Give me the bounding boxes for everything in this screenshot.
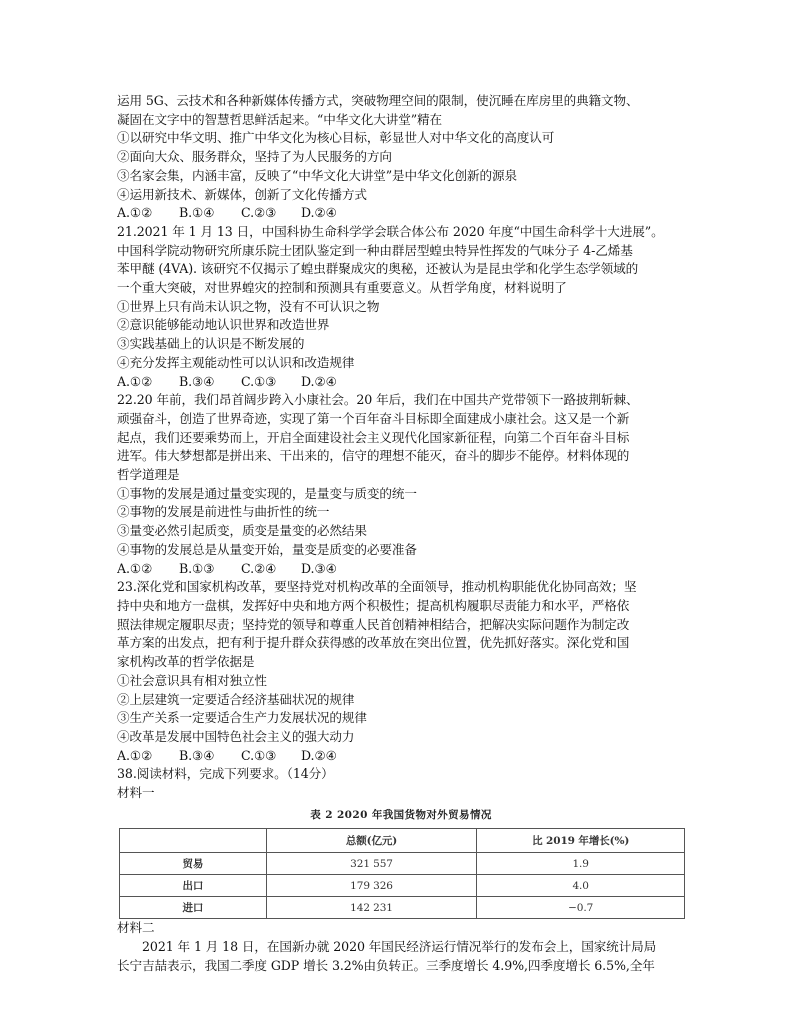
statement-2: ②上层建筑一定要适合经济基础状况的规律: [117, 691, 355, 707]
stem-line: 顽强奋斗，创造了世界奇迹，实现了第一个百年奋斗目标即全面建成小康社会。这又是一个新: [117, 410, 630, 426]
option-d: D.③④: [301, 560, 337, 576]
statement-1: ①事物的发展是通过量变实现的，是量变与质变的统一: [117, 485, 417, 501]
statement-1: ①以研究中华文明、推广中华文化为核心目标，彰显世人对中华文化的高度认可: [117, 130, 555, 146]
trade-table: [119, 828, 685, 919]
table-cell: 321 557: [266, 853, 477, 875]
stem-line: 哲学道理是: [117, 467, 180, 483]
statement-1: ①世界上只有尚未认识之物，没有不可认识之物: [117, 298, 380, 314]
statement-3: ③量变必然引起质变，质变是量变的必然结果: [117, 523, 367, 539]
table-header-row: [120, 829, 685, 853]
material-2-line: 长宁吉喆表示，我国二季度 GDP 增长 3.2%由负转正。三季度增长 4.9%,四季度增长 6.5%,全年: [117, 957, 655, 973]
option-a: A.①②: [117, 747, 153, 763]
stem-line: 革方案的出发点，把有利于提升群众获得感的改革放在突出位置，优先抓好落实。深化党和国: [117, 635, 630, 651]
table-header: 比 2019 年增长(%): [477, 829, 685, 853]
table-cell: 贸易: [120, 853, 267, 875]
material-1-label: 材料一: [117, 785, 155, 801]
material-2-label: 材料二: [117, 920, 155, 936]
table-caption: 表 2 2020 年我国货物对外贸易情况: [310, 808, 492, 821]
option-d: D.②④: [301, 205, 337, 221]
statement-4: ④充分发挥主观能动性可以认识和改造规律: [117, 354, 355, 370]
statement-2: ②面向大众、服务群众，坚持了为人民服务的方向: [117, 149, 392, 165]
statement-2: ②事物的发展是前进性与曲折性的统一: [117, 504, 330, 520]
statement-3: ③实践基础上的认识是不断发展的: [117, 336, 305, 352]
stem-line: 持中央和地方一盘棋，发挥好中央和地方两个积极性；提高机构履职尽责能力和水平，严格依: [117, 597, 630, 613]
option-d: D.②④: [301, 747, 337, 763]
stem-line: 凝固在文字中的智慧哲思鲜活起来。“中华文化大讲堂”精在: [117, 111, 443, 127]
option-c: C.①③: [241, 373, 277, 389]
option-a: A.①②: [117, 205, 153, 221]
material-2-line: 2021 年 1 月 18 日，在国新办就 2020 年国民经济运行情况举行的发布会上，国家统计局局: [142, 939, 657, 955]
option-a: A.①②: [117, 373, 153, 389]
question-20-tail: [117, 92, 685, 223]
table-header: 总额(亿元): [266, 829, 477, 853]
stem-line: 家机构改革的哲学依据是: [117, 654, 255, 670]
stem-line: 苯甲醚 (4VA). 该研究不仅揭示了蝗虫群聚成灾的奥秘，还被认为是昆虫学和化学生态学领域的: [117, 261, 639, 277]
table-row: [120, 875, 685, 897]
statement-2: ②意识能够能动地认识世界和改造世界: [117, 317, 330, 333]
option-b: B.①④: [179, 205, 215, 221]
table-cell: 4.0: [477, 875, 685, 897]
table-cell: 142 231: [266, 897, 477, 919]
option-b: B.①③: [179, 560, 215, 576]
stem-line: 22.20 年前，我们昂首阔步跨入小康社会。20 年后，我们在中国共产党带领下一路披荆斩棘、: [117, 392, 639, 408]
stem-line: 21.2021 年 1 月 13 日，中国科协生命科学学会联合体公布 2020 年度“中国生命科学十大进展”。: [117, 223, 664, 239]
stem-line: 照法律规定履职尽责；坚持党的领导和尊重人民首创精神相结合，把解决实际问题作为制定改: [117, 616, 630, 632]
option-c: C.②④: [241, 560, 277, 576]
table-row: [120, 853, 685, 875]
statement-1: ①社会意识具有相对独立性: [117, 672, 267, 688]
option-a: A.①②: [117, 560, 153, 576]
statement-4: ④事物的发展总是从量变开始，量变是质变的必要准备: [117, 541, 417, 557]
answer-options: [117, 373, 685, 392]
option-b: B.③④: [179, 747, 215, 763]
table-cell: 179 326: [266, 875, 477, 897]
option-c: C.②③: [241, 205, 277, 221]
stem-line: 23.深化党和国家机构改革，要坚持党对机构改革的全面领导，推动机构职能优化协同高效；坚: [117, 579, 637, 595]
table-row: [120, 897, 685, 919]
option-b: B.③④: [179, 373, 215, 389]
question-21: [117, 223, 685, 391]
table-cell: 出口: [120, 875, 267, 897]
option-c: C.①③: [241, 747, 277, 763]
stem-line: 进军。伟大梦想都是拼出来、干出来的，信守的理想不能灭，奋斗的脚步不能停。材料体现的: [117, 448, 630, 464]
stem-line: 中国科学院动物研究所康乐院士团队鉴定到一种由群居型蝗虫特异性挥发的气味分子 4-乙烯基: [117, 242, 633, 258]
stem-line: 一个重大突破，对世界蝗灾的控制和预测具有重要意义。从哲学角度，材料说明了: [117, 280, 567, 296]
question-22: [117, 391, 685, 578]
exam-page: [117, 92, 685, 976]
statement-3: ③生产关系一定要适合生产力发展状况的规律: [117, 710, 367, 726]
table-cell: 1.9: [477, 853, 685, 875]
question-23: [117, 578, 685, 765]
statement-4: ④运用新技术、新媒体，创新了文化传播方式: [117, 186, 367, 202]
answer-options: [117, 747, 685, 766]
answer-options: [117, 204, 685, 223]
option-d: D.②④: [301, 373, 337, 389]
question-38: [117, 765, 685, 975]
table-cell: 进口: [120, 897, 267, 919]
answer-options: [117, 560, 685, 579]
stem-line: 起点，我们还要乘势而上，开启全面建设社会主义现代化国家新征程，向第二个百年奋斗目标: [117, 429, 630, 445]
table-header: [120, 829, 267, 853]
table-cell: −0.7: [477, 897, 685, 919]
question-stem: 38.阅读材料，完成下列要求。（14分）: [117, 766, 334, 782]
statement-3: ③名家会集，内涵丰富，反映了“中华文化大讲堂”是中华文化创新的源泉: [117, 167, 517, 183]
statement-4: ④改革是发展中国特色社会主义的强大动力: [117, 728, 355, 744]
stem-line: 运用 5G、云技术和各种新媒体传播方式，突破物理空间的限制，使沉睡在库房里的典籍文物、: [117, 93, 639, 108]
